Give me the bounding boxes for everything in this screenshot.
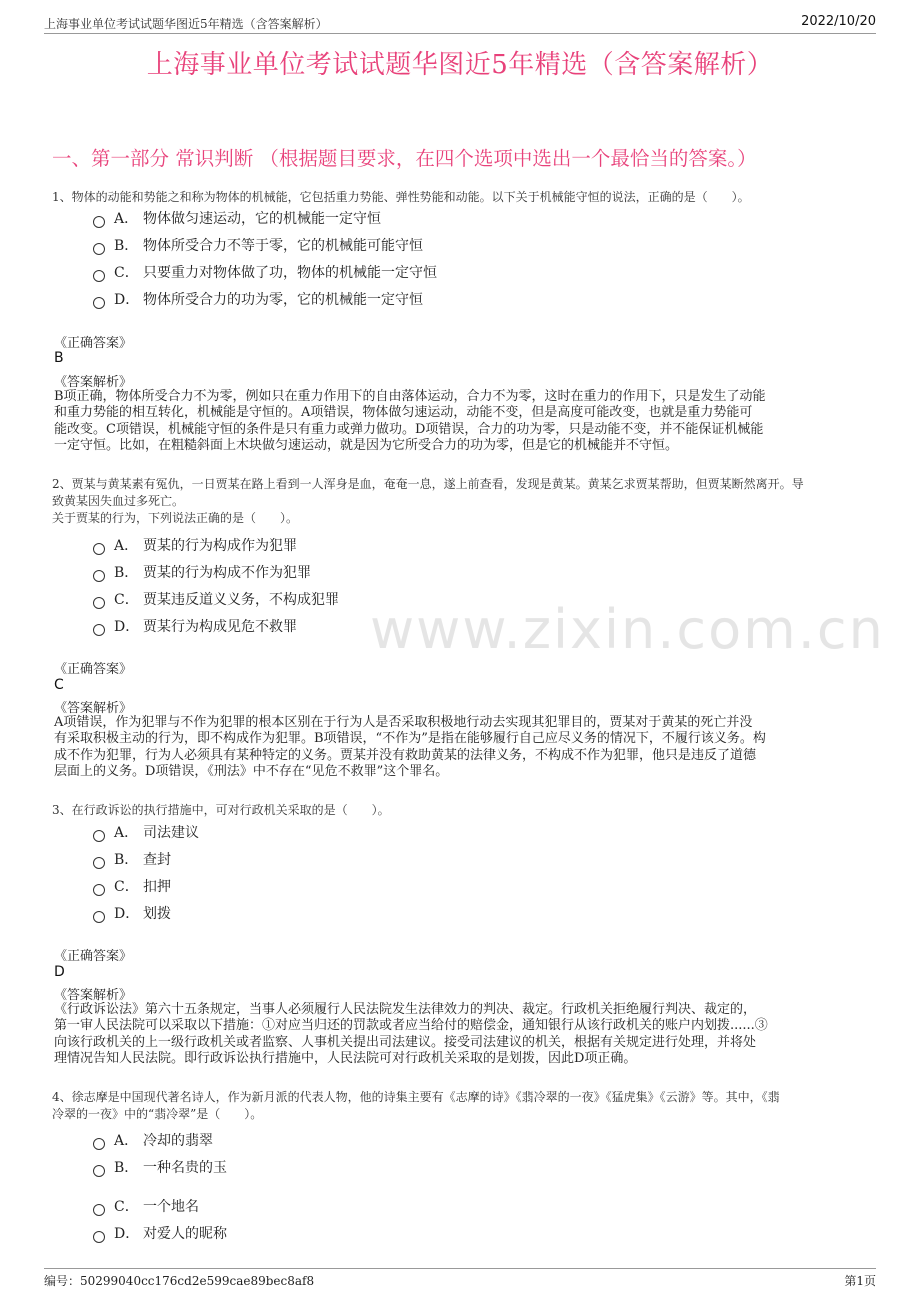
radio-icon[interactable] xyxy=(93,1204,105,1216)
radio-icon[interactable] xyxy=(93,543,105,555)
radio-icon[interactable] xyxy=(93,1165,105,1177)
radio-icon[interactable] xyxy=(93,911,105,923)
question-3-option-b[interactable]: B． 查封 xyxy=(93,849,171,869)
question-1-answer: B xyxy=(54,350,64,366)
question-1-option-a[interactable]: A． 物体做匀速运动，它的机械能一定守恒 xyxy=(93,208,381,228)
radio-icon[interactable] xyxy=(93,884,105,896)
question-4-text: 4、徐志摩是中国现代著名诗人，作为新月派的代表人物，他的诗集主要有《志摩的诗》《翡冷翠的一夜》《猛虎集》《云游》等。其中，《翡 冷翠的一夜》中的“翡冷翠”是（ ）。 xyxy=(52,1090,780,1121)
header-doc-title: 上海事业单位考试试题华图近5年精选（含答案解析） xyxy=(44,17,328,31)
question-1-explanation: B项正确，物体所受合力不为零，例如只在重力作用下的自由落体运动，合力不为零，这时在重力的作用下，只是发生了动能 和重力势能的相互转化，机械能是守恒的。A项错误，物体做匀速运动，动能不变，但是高度可能改变，也就是重力势能可 能改变。C项错误，机械能守恒的条件是只有重力或弹力做功。D项错误，合力的功为零，只是动能不变，并不能保证机械能 一定守恒。比如，在粗糙斜面上木块做匀速运动，就是因为它所受合力的功为零，但是它的机械能并不守恒。 xyxy=(54,389,766,454)
document-id: 编号：50299040cc176cd2e599cae89bec8af8 xyxy=(44,1274,315,1288)
radio-icon[interactable] xyxy=(93,297,105,309)
radio-icon[interactable] xyxy=(93,1231,105,1243)
question-2-option-a[interactable]: A． 贾某的行为构成作为犯罪 xyxy=(93,535,297,555)
radio-icon[interactable] xyxy=(93,830,105,842)
question-3-option-a[interactable]: A． 司法建议 xyxy=(93,822,199,842)
question-3-answer: D xyxy=(54,964,65,980)
question-2-answer: C xyxy=(54,677,64,693)
question-4-option-b[interactable]: B． 一种名贵的玉 xyxy=(93,1157,227,1177)
question-4-option-c[interactable]: C． 一个地名 xyxy=(93,1196,199,1216)
question-3-option-c[interactable]: C． 扣押 xyxy=(93,876,171,896)
question-2-option-b[interactable]: B． 贾某的行为构成不作为犯罪 xyxy=(93,562,311,582)
radio-icon[interactable] xyxy=(93,216,105,228)
question-3-text: 3、在行政诉讼的执行措施中，可对行政机关采取的是（ ）。 xyxy=(52,803,390,817)
explanation-label: 《答案解析》 xyxy=(54,701,133,716)
radio-icon[interactable] xyxy=(93,624,105,636)
page-header xyxy=(44,12,876,34)
correct-answer-label: 《正确答案》 xyxy=(54,662,133,677)
question-3-option-d[interactable]: D． 划拨 xyxy=(93,903,171,923)
correct-answer-label: 《正确答案》 xyxy=(54,949,133,964)
question-2-explanation: A项错误，作为犯罪与不作为犯罪的根本区别在于行为人是否采取积极地行动去实现其犯罪目的，贾某对于黄某的死亡并没 有采取积极主动的行为，即不构成作为犯罪。B项错误，“不作为”是指在能够履行自己应尽义务的情况下，不履行该义务。构 成不作为犯罪，行为人必须具有某种特定的义务。贾某并没有救助黄某的法律义务，不构成不作为犯罪，他只是违反了道德 层面上的义务。D项错误，《刑法》中不存在“见危不救罪”这个罪名。 xyxy=(54,715,766,780)
question-1-option-b[interactable]: B． 物体所受合力不等于零，它的机械能可能守恒 xyxy=(93,235,423,255)
header-date: 2022/10/20 xyxy=(801,14,876,29)
question-1-option-d[interactable]: D． 物体所受合力的功为零，它的机械能一定守恒 xyxy=(93,289,423,309)
document-title: 上海事业单位考试试题华图近5年精选（含答案解析） xyxy=(146,50,774,80)
page-number: 第1页 xyxy=(844,1274,876,1288)
radio-icon[interactable] xyxy=(93,570,105,582)
watermark: www.zixin.com.cn xyxy=(370,598,885,661)
radio-icon[interactable] xyxy=(93,243,105,255)
explanation-label: 《答案解析》 xyxy=(54,375,133,390)
question-4-option-d[interactable]: D． 对爱人的昵称 xyxy=(93,1223,227,1243)
radio-icon[interactable] xyxy=(93,857,105,869)
page-footer xyxy=(44,1268,876,1290)
question-3-explanation: 《行政诉讼法》第六十五条规定，当事人必须履行人民法院发生法律效力的判决、裁定。行政机关拒绝履行判决、裁定的， 第一审人民法院可以采取以下措施：①对应当归还的罚款或者应当给付的赔偿金，通知银行从该行政机关的账户内划拨......③ 向该行政机关的上一级行政机关或者监察、人事机关提出司法建议。接受司法建议的机关，根据有关规定进行处理，并将处 理情况告知人民法院。即行政诉讼执行措施中，人民法院可对行政机关采取的是划拨，因此D项正确。 xyxy=(54,1002,768,1067)
section-heading: 一、第一部分 常识判断 （根据题目要求，在四个选项中选出一个最恰当的答案。） xyxy=(52,147,757,170)
explanation-label: 《答案解析》 xyxy=(54,988,133,1003)
radio-icon[interactable] xyxy=(93,597,105,609)
radio-icon[interactable] xyxy=(93,1138,105,1150)
question-4-option-a[interactable]: A． 冷却的翡翠 xyxy=(93,1130,213,1150)
radio-icon[interactable] xyxy=(93,270,105,282)
question-1-option-c[interactable]: C． 只要重力对物体做了功，物体的机械能一定守恒 xyxy=(93,262,437,282)
question-2-option-d[interactable]: D． 贾某行为构成见危不救罪 xyxy=(93,616,297,636)
question-2-text: 2、贾某与黄某素有冤仇，一日贾某在路上看到一人浑身是血，奄奄一息，遂上前查看，发现是黄某。黄某乞求贾某帮助，但贾某断然离开。导 致黄某因失血过多死亡。 关于贾某的行为，下列说法正确的是（ ）。 xyxy=(52,477,804,525)
question-1-text: 1、物体的动能和势能之和称为物体的机械能，它包括重力势能、弹性势能和动能。以下关于机械能守恒的说法，正确的是（ ）。 xyxy=(52,190,750,204)
question-2-option-c[interactable]: C． 贾某违反道义义务，不构成犯罪 xyxy=(93,589,339,609)
correct-answer-label: 《正确答案》 xyxy=(54,336,133,351)
